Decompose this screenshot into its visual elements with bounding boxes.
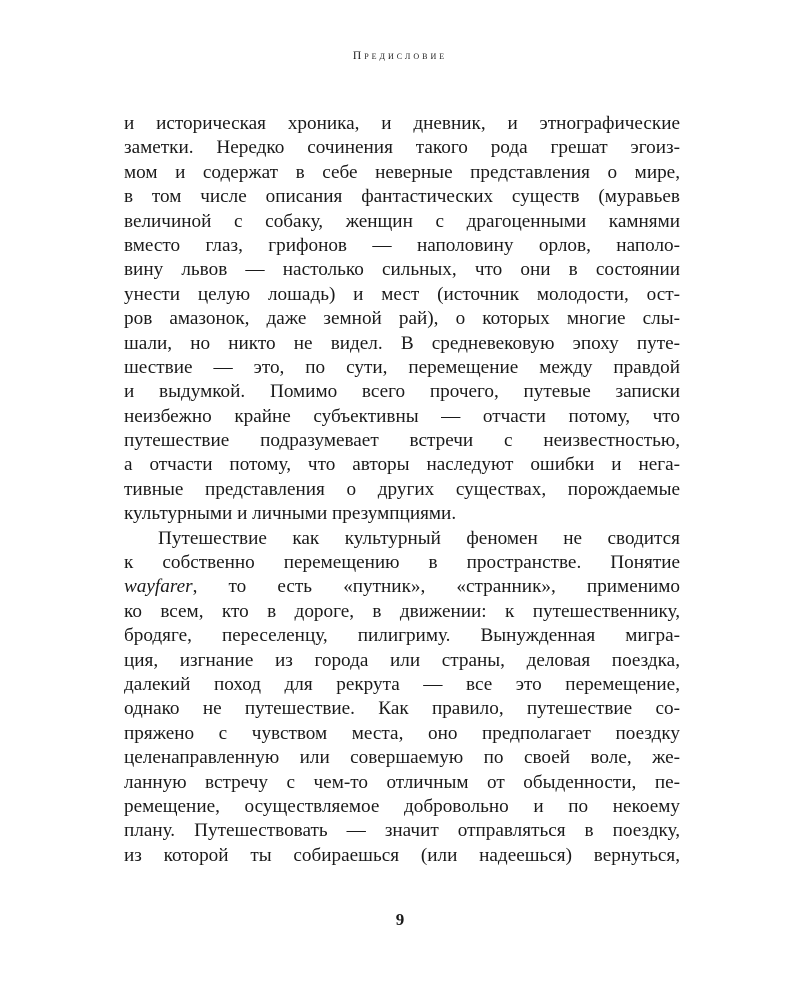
text-line: величиной с собаку, женщин с драгоценными камнями <box>124 210 680 232</box>
text-line: мом и содержат в себе неверные представления о мире, <box>124 161 680 183</box>
text-line-with-italic: wayfarer, то есть «путник», «странник», применимо <box>124 576 680 598</box>
text-line: вину львов — настолько сильных, что они в состоянии <box>124 259 680 281</box>
text-line: и историческая хроника, и дневник, и этнографические <box>124 113 680 134</box>
text-line: ремещение, осуществляемое добровольно и по некоему <box>124 795 680 817</box>
text-line: ров амазонок, даже земной рай), о которых многие слы- <box>124 308 680 330</box>
text-line: однако не путешествие. Как правило, путешествие со- <box>124 698 680 720</box>
text-line: тивные представления о других существах, порождаемые <box>124 478 680 500</box>
page-number: 9 <box>395 910 405 929</box>
text-line: путешествие подразумевает встречи с неизвестностью, <box>124 430 680 452</box>
text-line: вместо глаз, грифонов — наполовину орлов, наполо- <box>124 234 680 256</box>
text-line: в том числе описания фантастических существ (муравьев <box>124 186 680 208</box>
text-line: Путешествие как культурный феномен не сводится <box>158 527 680 549</box>
text-line: шали, но никто не видел. В средневековую эпоху путе- <box>124 332 680 354</box>
text-line: к собственно перемещению в пространстве. Понятие <box>124 552 680 574</box>
text-line: ция, изгнание из города или страны, деловая поездка, <box>124 649 680 671</box>
running-head: Предисловие <box>352 50 448 62</box>
text-line: шествие — это, по сути, перемещение между правдой <box>124 356 680 378</box>
text-line: заметки. Нередко сочинения такого рода грешат эгоиз- <box>124 137 680 159</box>
text-line: из которой ты собираешься (или надеешься) вернуться, <box>124 844 680 866</box>
text-line: бродяге, переселенцу, пилигриму. Вынужденная мигра- <box>124 625 680 647</box>
italic-term: wayfarer <box>124 576 193 598</box>
text-line: пряжено с чувством места, оно предполагает поездку <box>124 722 680 744</box>
text-line: унести целую лошадь) и мест (источник молодости, ост- <box>124 283 680 305</box>
text-line: плану. Путешествовать — значит отправляться в поездку, <box>124 820 680 842</box>
text-line: и выдумкой. Помимо всего прочего, путевые записки <box>124 381 680 403</box>
text-line: неизбежно крайне субъективны — отчасти потому, что <box>124 405 680 427</box>
text-line: ко всем, кто в дороге, в движении: к путешественнику, <box>124 600 680 622</box>
text-line: целенаправленную или совершаемую по своей воле, же- <box>124 747 680 769</box>
text-line: а отчасти потому, что авторы наследуют ошибки и нега- <box>124 454 680 476</box>
text-line: культурными и личными презумпциями. <box>124 503 457 525</box>
text-line: ланную встречу с чем-то отличным от обыденности, пе- <box>124 771 680 793</box>
page-body <box>124 112 680 868</box>
text-line: далекий поход для рекрута — все это перемещение, <box>124 673 680 695</box>
